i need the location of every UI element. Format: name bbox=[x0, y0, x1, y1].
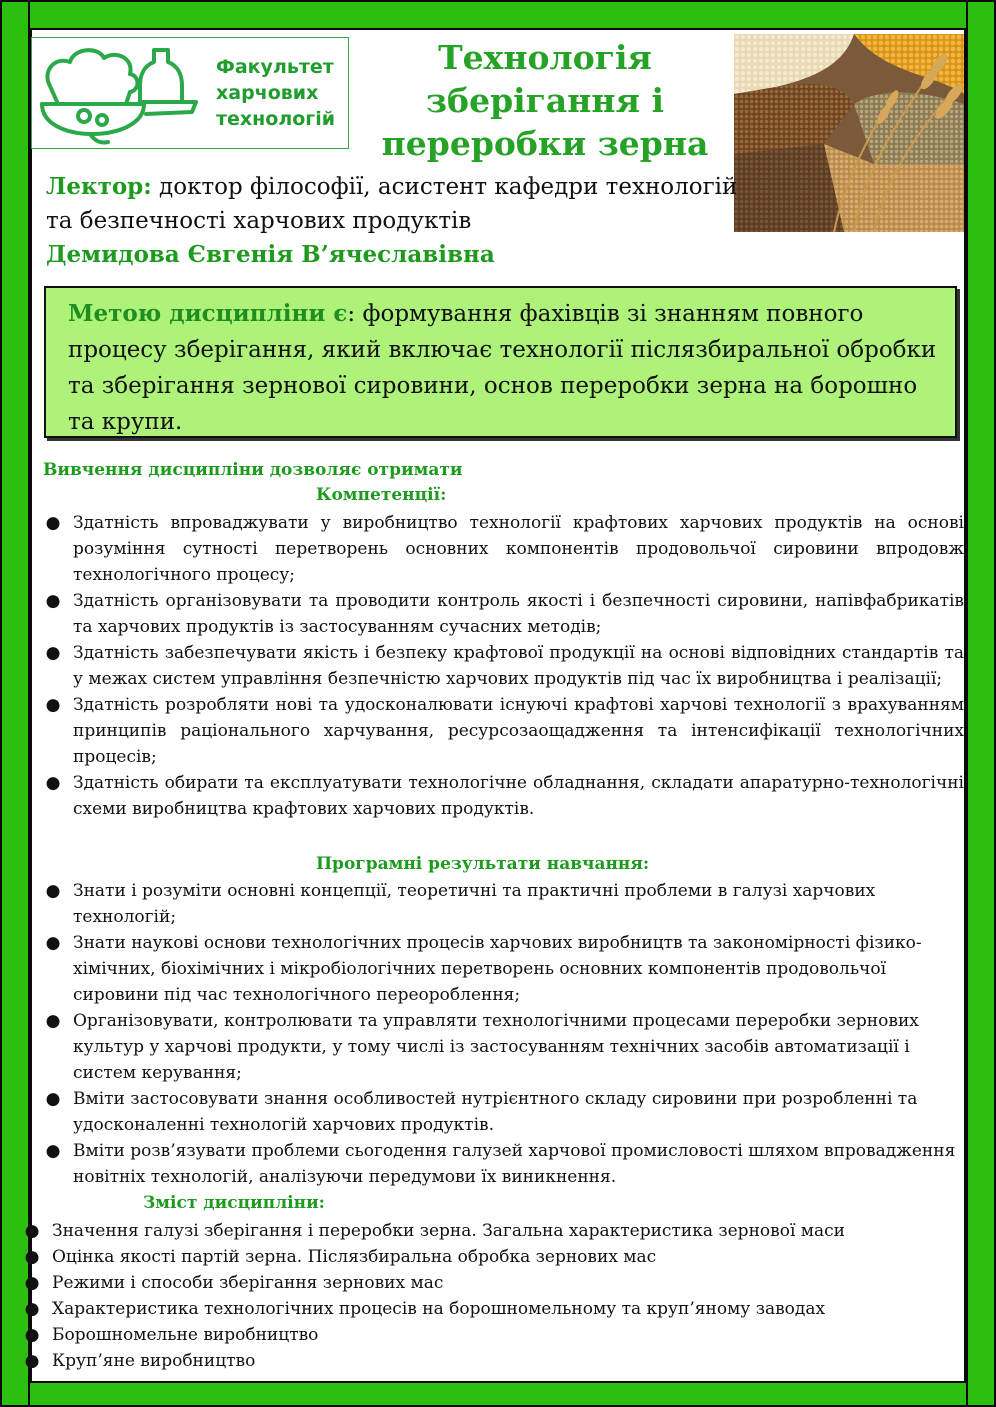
frame-top-bar bbox=[0, 0, 996, 30]
logo-line-1: Факультет bbox=[216, 56, 334, 78]
bullet-icon: ● bbox=[45, 1141, 61, 1161]
list-item: ● Характеристика технологічних процесів на борошномельному та круп’яному заводах bbox=[22, 1296, 952, 1322]
lecturer-name: Демидова Євгенія В’ячеславівна bbox=[46, 241, 495, 268]
bullet-icon: ● bbox=[24, 1221, 40, 1241]
bullet-icon: ● bbox=[45, 773, 61, 793]
list-item: ● Вміти розв’язувати проблеми сьогодення галузей харчової промисловості шляхом впровадження новітніх технологій, аналізуючи передумови їх виникнення. bbox=[43, 1138, 964, 1190]
list-item: ● Круп’яне виробництво bbox=[22, 1348, 952, 1374]
bullet-icon: ● bbox=[45, 1089, 61, 1109]
program-results-heading: Програмні результати навчання: bbox=[316, 854, 650, 874]
program-results-list bbox=[43, 878, 964, 1190]
title-line-1: Технологія bbox=[438, 38, 652, 77]
list-item: ● Здатність розробляти нові та удосконалювати існуючі крафтові харчові технології з врахуванням принципів раціонального харчування, ресурсозаощадження та інтенсифікації технологічних процесів; bbox=[43, 692, 964, 770]
page-title bbox=[370, 36, 720, 165]
title-line-2: зберігання і bbox=[426, 81, 664, 120]
list-item: ● Здатність впроваджувати у виробництво технології крафтових харчових продуктів на основі розуміння сутності перетворень основних компонентів продовольчої сировини впродовж технологічного процесу; bbox=[43, 510, 964, 588]
list-item: ● Режими і способи зберігання зернових мас bbox=[22, 1270, 952, 1296]
title-line-3: переробки зерна bbox=[381, 124, 709, 163]
frame-bottom-bar bbox=[0, 1381, 996, 1407]
bullet-icon: ● bbox=[24, 1299, 40, 1319]
list-item: ● Знати наукові основи технологічних процесів харчових виробництв та закономірності фізико-хімічних, біохімічних і мікробіологічних перетворень основних компонентів продовольчої сировини під час технологічного переороблення; bbox=[43, 930, 964, 1008]
bullet-icon: ● bbox=[45, 1011, 61, 1031]
bullet-icon: ● bbox=[45, 643, 61, 663]
list-item: ● Здатність організовувати та проводити контроль якості і безпечності сировини, напівфабрикатів та харчових продуктів із застосуванням сучасних методів; bbox=[43, 588, 964, 640]
bullet-icon: ● bbox=[45, 513, 61, 533]
list-item: ● Здатність обирати та експлуатувати технологічне обладнання, складати апаратурно-технологічні схеми виробництва крафтових харчових продуктів. bbox=[43, 770, 964, 822]
bullet-icon: ● bbox=[45, 933, 61, 953]
lecturer-info bbox=[46, 170, 746, 272]
logo-line-2: харчових bbox=[216, 82, 319, 104]
list-item: ● Значення галузі зберігання і переробки зерна. Загальна характеристика зернової маси bbox=[22, 1218, 952, 1244]
bullet-icon: ● bbox=[45, 881, 61, 901]
bullet-icon: ● bbox=[45, 591, 61, 611]
study-intro: Вивчення дисципліни дозволяє отримати bbox=[43, 460, 463, 480]
lecturer-position: доктор філософії, асистент кафедри технологій та безпечності харчових продуктів bbox=[46, 174, 738, 234]
chef-hat-food-icon bbox=[36, 42, 206, 146]
faculty-logo bbox=[31, 37, 349, 149]
list-item: ● Знати і розуміти основні концепції, теоретичні та практичні проблеми в галузі харчових технологій; bbox=[43, 878, 964, 930]
lecturer-label: Лектор: bbox=[46, 173, 152, 200]
goal-text: : формування фахівців зі знанням повного процесу зберігання, який включає технології післязбиральної обробки та зберігання зернової сировини, основ переробки зерна на борошно та крупи. bbox=[68, 301, 937, 435]
bullet-icon: ● bbox=[24, 1351, 40, 1371]
bullet-icon: ● bbox=[24, 1325, 40, 1345]
frame-left-bar bbox=[0, 0, 30, 1407]
grain-photo bbox=[734, 34, 964, 232]
bullet-icon: ● bbox=[24, 1247, 40, 1267]
competencies-heading: Компетенції: bbox=[316, 485, 447, 505]
bullet-icon: ● bbox=[24, 1273, 40, 1293]
list-item: ● Здатність забезпечувати якість і безпеку крафтової продукції на основі відповідних стандартів та у межах систем управління безпечністю харчових продуктів під час їх виробництва і реалізації; bbox=[43, 640, 964, 692]
course-goal-box bbox=[44, 286, 957, 438]
course-content-heading: Зміст дисципліни: bbox=[143, 1193, 325, 1213]
list-item: ● Борошномельне виробництво bbox=[22, 1322, 952, 1348]
logo-line-3: технологій bbox=[216, 108, 336, 130]
goal-label: Метою дисципліни є bbox=[68, 300, 348, 327]
list-item: ● Організовувати, контролювати та управляти технологічними процесами переробки зернових культур у харчові продукти, у тому числі із застосуванням технічних засобів автоматизації і систем керування; bbox=[43, 1008, 964, 1086]
faculty-name bbox=[216, 54, 346, 132]
bullet-icon: ● bbox=[45, 695, 61, 715]
course-content-list bbox=[22, 1218, 952, 1374]
list-item: ● Оцінка якості партій зерна. Післязбиральна обробка зернових мас bbox=[22, 1244, 952, 1270]
competencies-list bbox=[43, 510, 964, 822]
list-item: ● Вміти застосовувати знання особливостей нутрієнтного складу сировини при розробленні та удосконаленні технологій харчових продуктів. bbox=[43, 1086, 964, 1138]
frame-right-bar bbox=[966, 0, 996, 1407]
